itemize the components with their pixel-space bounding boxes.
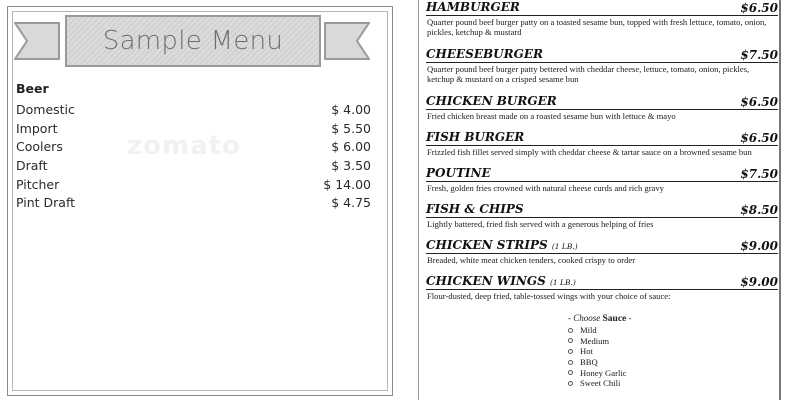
circle-bullet-icon xyxy=(568,338,573,343)
beer-row xyxy=(16,193,371,212)
sauce-option: Honey Garlic xyxy=(567,367,707,378)
circle-bullet-icon xyxy=(568,328,573,333)
sauce-options-list xyxy=(567,325,707,389)
item-price: $7.50 xyxy=(740,48,778,62)
sauce-option: Hot xyxy=(567,346,707,357)
watermark-text: zomato xyxy=(127,131,241,161)
sauce-option: Sweet Chili xyxy=(567,378,707,389)
item-heading xyxy=(426,132,778,146)
item-name: HAMBURGER xyxy=(426,0,520,14)
beer-price: $ 4.00 xyxy=(331,101,371,117)
item-description: Breaded, white meat chicken tenders, cooked crispy to order xyxy=(427,255,636,265)
item-description: Quarter pound beef burger patty on a toasted sesame bun, topped with fresh lettuce, tomato, onion, pickles, ketchup & mustard xyxy=(427,17,767,38)
item-heading xyxy=(426,49,778,63)
beer-row xyxy=(16,156,371,175)
item-name: FISH BURGER xyxy=(426,130,525,144)
beer-row xyxy=(16,137,371,156)
circle-bullet-icon xyxy=(568,370,573,375)
item-heading xyxy=(426,240,778,254)
item-description: Flour-dusted, deep fried, table-tossed wings with your choice of sauce: xyxy=(427,291,671,301)
item-description: Frizzled fish fillet served simply with cheddar cheese & tartar sauce on a browned sesame bun xyxy=(427,147,752,157)
sauce-option: Mild xyxy=(567,325,707,336)
menu-item-cheeseburger xyxy=(426,49,778,85)
menu-item-chicken-strips xyxy=(426,240,778,265)
item-description: Lightly battered, fried fish served with a generous helping of fries xyxy=(427,219,654,229)
beer-price: $ 3.50 xyxy=(331,157,371,173)
beer-name: Pitcher xyxy=(16,176,60,192)
menu-title-banner xyxy=(65,15,321,67)
menu-item-chicken-wings xyxy=(426,276,778,301)
beer-name: Import xyxy=(16,120,58,136)
beer-name: Pint Draft xyxy=(16,195,76,211)
right-page-edge-border xyxy=(779,0,781,400)
beer-name: Domestic xyxy=(16,101,75,117)
beer-price-list xyxy=(16,100,371,212)
item-description: Fried chicken breast made on a roasted sesame bun with lettuce & mayo xyxy=(427,111,676,121)
beer-price: $ 6.00 xyxy=(331,139,371,155)
beer-section-heading: Beer xyxy=(16,81,49,96)
banner-ribbon-right xyxy=(324,22,370,60)
item-name: FISH & CHIPS xyxy=(426,202,524,216)
menu-title: Sample Menu xyxy=(102,26,284,56)
menu-item-fish-burger xyxy=(426,132,778,157)
item-heading xyxy=(426,276,778,290)
right-menu-page xyxy=(418,0,780,400)
circle-bullet-icon xyxy=(568,349,573,354)
sauce-heading: - Choose Sauce - xyxy=(568,313,632,324)
item-name: CHICKEN STRIPS (1 LB.) xyxy=(426,238,578,252)
beer-price: $ 14.00 xyxy=(323,176,371,192)
sauce-option: BBQ xyxy=(567,357,707,368)
item-heading xyxy=(426,204,778,218)
beer-row xyxy=(16,100,371,119)
item-name: CHEESEBURGER xyxy=(426,47,543,61)
item-price: $9.00 xyxy=(740,275,778,289)
beer-name: Draft xyxy=(16,157,48,173)
menu-item-fish-and-chips xyxy=(426,204,778,229)
item-description: Quarter pound beef burger patty bettered with cheddar cheese, lettuce, tomato, onion, pickles, ketchup & mustard on a crisped sesame bun xyxy=(427,64,750,85)
item-price: $6.50 xyxy=(740,1,778,15)
item-heading xyxy=(426,168,778,182)
item-name: CHICKEN BURGER xyxy=(426,94,557,108)
circle-bullet-icon xyxy=(568,360,573,365)
menu-item-poutine xyxy=(426,168,778,193)
sauce-option: Medium xyxy=(567,336,707,347)
item-price: $6.50 xyxy=(740,131,778,145)
beer-price: $ 5.50 xyxy=(331,120,371,136)
item-price: $6.50 xyxy=(740,95,778,109)
menu-item-hamburger xyxy=(426,2,778,38)
menu-item-chicken-burger xyxy=(426,96,778,121)
item-price: $7.50 xyxy=(740,167,778,181)
item-heading xyxy=(426,2,778,16)
beer-name: Coolers xyxy=(16,139,63,155)
beer-price: $ 4.75 xyxy=(331,195,371,211)
beer-row xyxy=(16,119,371,138)
item-price: $9.00 xyxy=(740,239,778,253)
item-name: CHICKEN WINGS (1 LB.) xyxy=(426,274,576,288)
banner-ribbon-left xyxy=(14,22,60,60)
beer-row xyxy=(16,175,371,194)
item-description: Fresh, golden fries crowned with natural cheese curds and rich gravy xyxy=(427,183,664,193)
item-name: POUTINE xyxy=(426,166,491,180)
item-price: $8.50 xyxy=(740,203,778,217)
circle-bullet-icon xyxy=(568,381,573,386)
sauce-choice-block xyxy=(567,313,707,389)
item-heading xyxy=(426,96,778,110)
